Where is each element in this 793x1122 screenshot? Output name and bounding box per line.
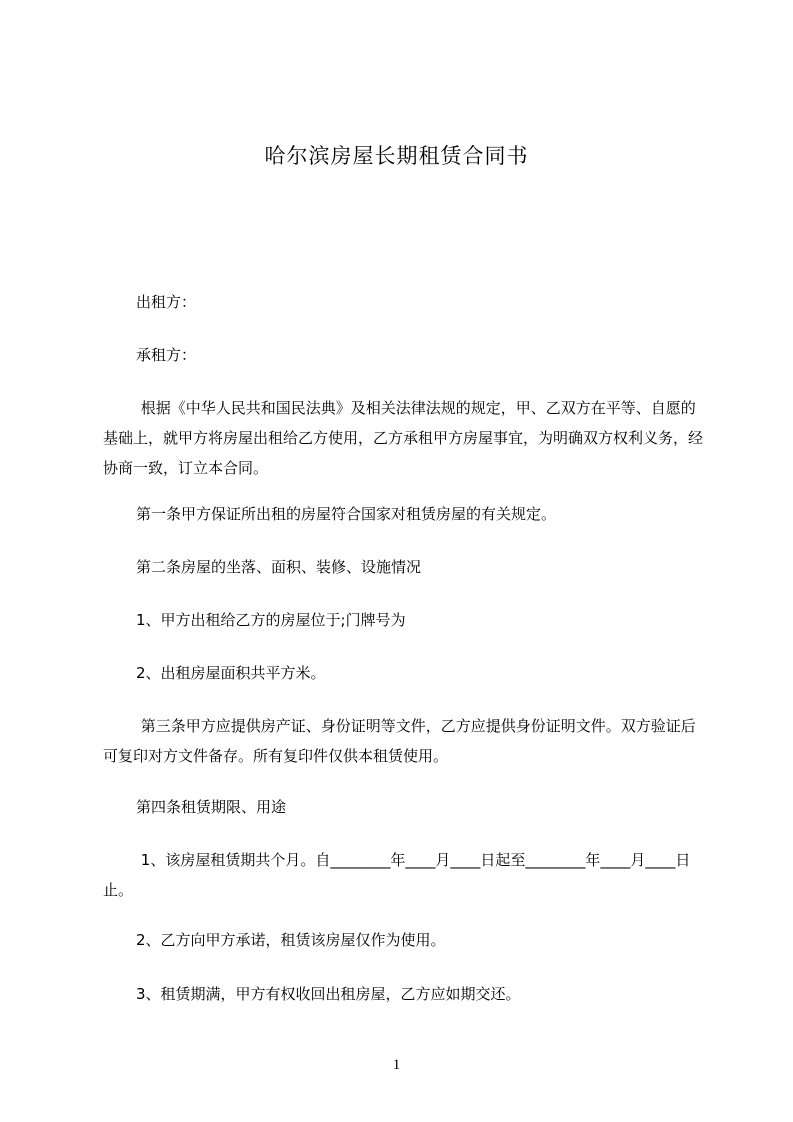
page-number: 1 [392,1057,401,1073]
article-4-item-2: 2、乙方向甲方承诺，租赁该房屋仅作为使用。 [136,931,446,949]
article-2-item-1: 1、甲方出租给乙方的房屋位于;门牌号为 [136,611,406,629]
preamble-paragraph: 根据《中华人民共和国民法典》及相关法律法规的规定，甲、乙双方在平等、自愿的基础上，就甲方将房屋出租给乙方使用，乙方承租甲方房屋事宜，为明确双方权利义务，经协商一致，订立本合同。 [103,399,704,477]
article-4-item-3: 3、租赁期满，甲方有权收回出租房屋，乙方应如期交还。 [136,985,521,1003]
document-title: 哈尔滨房屋长期租赁合同书 [264,144,529,168]
lessor-line: 出租方： [136,293,197,311]
article-4-item-1: 1、该房屋租赁期共个月。自________年____月____日起至________年____月____日止。 [103,851,691,899]
article-2-heading: 第二条房屋的坐落、面积、装修、设施情况 [136,558,422,576]
article-2-item-2: 2、出租房屋面积共平方米。 [136,664,326,682]
article-1: 第一条甲方保证所出租的房屋符合国家对租赁房屋的有关规定。 [136,505,557,523]
lessee-line: 承租方： [136,346,197,364]
article-3: 第三条甲方应提供房产证、身份证明等文件，乙方应提供身份证明文件。双方验证后可复印对方文件备存。所有复印件仅供本租赁使用。 [103,717,696,765]
article-4-heading: 第四条租赁期限、用途 [136,798,287,816]
